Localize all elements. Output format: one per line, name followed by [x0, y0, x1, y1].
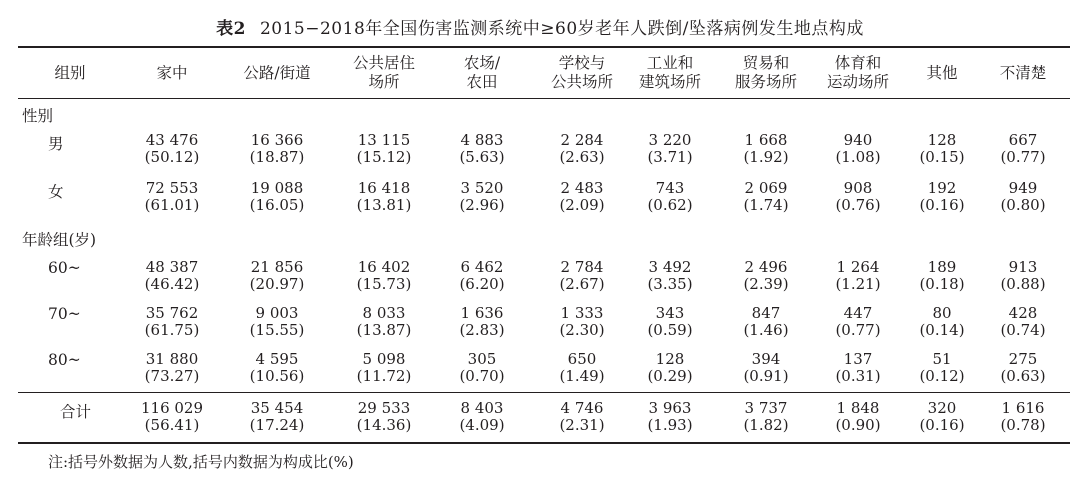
table-cell	[978, 400, 1068, 434]
cell-count: 8 403	[460, 399, 504, 417]
cell-count: 48 387	[145, 258, 199, 276]
cell-count: 13 115	[357, 131, 411, 149]
cell-count: 447	[843, 304, 873, 322]
table-title	[0, 14, 1080, 39]
cell-count: 428	[1008, 304, 1038, 322]
cell-count: 2 496	[744, 258, 788, 276]
cell-percent: (0.76)	[835, 196, 881, 214]
cell-percent: (10.56)	[249, 367, 305, 385]
cell-count: 72 553	[145, 179, 199, 197]
cell-count: 35 762	[145, 304, 199, 322]
cell-percent: (61.75)	[144, 321, 200, 339]
table-cell	[897, 259, 987, 293]
table-cell	[232, 305, 322, 339]
table-cell	[813, 305, 903, 339]
cell-count: 343	[655, 304, 685, 322]
table-cell	[339, 305, 429, 339]
cell-count: 305	[467, 350, 497, 368]
cell-count: 29 533	[357, 399, 411, 417]
table-cell	[537, 400, 627, 434]
column-header: 公路/街道	[243, 64, 311, 82]
cell-percent: (0.29)	[647, 367, 693, 385]
cell-percent: (17.24)	[249, 416, 305, 434]
table-cell	[978, 132, 1068, 166]
cell-percent: (2.30)	[559, 321, 605, 339]
cell-count: 3 737	[744, 399, 788, 417]
table-cell	[437, 132, 527, 166]
row-label: 60~	[48, 259, 81, 277]
table-cell	[813, 351, 903, 385]
table-cell	[721, 259, 811, 293]
cell-count: 43 476	[145, 131, 199, 149]
cell-percent: (1.08)	[835, 148, 881, 166]
cell-count: 80	[932, 304, 952, 322]
cell-percent: (1.21)	[835, 275, 881, 293]
table-cell	[339, 259, 429, 293]
table-cell	[127, 259, 217, 293]
table-cell	[721, 351, 811, 385]
table-cell	[813, 132, 903, 166]
table-cell	[813, 259, 903, 293]
header-rule	[18, 98, 1070, 99]
column-header: 公共居住 场所	[352, 54, 415, 91]
table-cell	[232, 132, 322, 166]
cell-percent: (0.80)	[1000, 196, 1046, 214]
cell-percent: (0.70)	[459, 367, 505, 385]
table-cell	[537, 180, 627, 214]
cell-count: 2 784	[560, 258, 604, 276]
cell-percent: (4.09)	[459, 416, 505, 434]
cell-count: 1 668	[744, 131, 788, 149]
cell-count: 743	[655, 179, 685, 197]
cell-percent: (0.16)	[919, 196, 965, 214]
cell-percent: (2.31)	[559, 416, 605, 434]
table-note: 注:括号外数据为人数,括号内数据为构成比(%)	[48, 453, 354, 471]
cell-percent: (3.35)	[647, 275, 693, 293]
cell-percent: (46.42)	[144, 275, 200, 293]
cell-percent: (0.12)	[919, 367, 965, 385]
row-label: 女	[48, 183, 64, 201]
table-caption: 2015−2018年全国伤害监测系统中≥60岁老年人跌倒/坠落病例发生地点构成	[259, 19, 864, 39]
cell-count: 16 402	[357, 258, 411, 276]
cell-count: 8 033	[362, 304, 406, 322]
column-header: 农场/ 农田	[463, 54, 501, 91]
column-header: 学校与 公共场所	[550, 54, 613, 91]
table-cell	[897, 400, 987, 434]
table-cell	[978, 351, 1068, 385]
cell-percent: (56.41)	[144, 416, 200, 434]
cell-percent: (0.14)	[919, 321, 965, 339]
cell-percent: (1.82)	[743, 416, 789, 434]
row-label: 80~	[48, 351, 81, 369]
bottom-rule	[18, 442, 1070, 444]
cell-count: 128	[927, 131, 957, 149]
table-cell	[127, 132, 217, 166]
cell-count: 394	[751, 350, 781, 368]
cell-percent: (1.74)	[743, 196, 789, 214]
row-label: 70~	[48, 305, 81, 323]
table-cell	[897, 132, 987, 166]
table-cell	[537, 305, 627, 339]
cell-percent: (1.46)	[743, 321, 789, 339]
row-label: 合计	[60, 403, 92, 421]
top-rule	[18, 46, 1070, 48]
table-cell	[897, 351, 987, 385]
cell-count: 3 492	[648, 258, 692, 276]
section-sex: 性别	[22, 107, 54, 125]
table-number: 表2	[216, 19, 246, 39]
table-cell	[127, 351, 217, 385]
cell-percent: (3.71)	[647, 148, 693, 166]
cell-percent: (0.16)	[919, 416, 965, 434]
cell-count: 949	[1008, 179, 1038, 197]
table-cell	[625, 180, 715, 214]
cell-percent: (0.74)	[1000, 321, 1046, 339]
column-header: 体育和 运动场所	[826, 54, 889, 91]
cell-count: 116 029	[140, 399, 204, 417]
cell-count: 1 848	[836, 399, 880, 417]
table-cell	[339, 132, 429, 166]
cell-count: 2 483	[560, 179, 604, 197]
cell-percent: (2.67)	[559, 275, 605, 293]
table-cell	[537, 132, 627, 166]
cell-percent: (0.62)	[647, 196, 693, 214]
cell-count: 137	[843, 350, 873, 368]
cell-count: 4 746	[560, 399, 604, 417]
cell-count: 192	[927, 179, 957, 197]
cell-percent: (13.81)	[356, 196, 412, 214]
cell-count: 1 264	[836, 258, 880, 276]
table-cell	[339, 400, 429, 434]
cell-count: 275	[1008, 350, 1038, 368]
cell-percent: (18.87)	[249, 148, 305, 166]
cell-percent: (1.92)	[743, 148, 789, 166]
total-rule	[18, 392, 1070, 393]
column-header: 家中	[156, 64, 188, 82]
cell-percent: (15.55)	[249, 321, 305, 339]
cell-percent: (0.90)	[835, 416, 881, 434]
cell-count: 4 883	[460, 131, 504, 149]
table-cell	[625, 259, 715, 293]
cell-percent: (0.77)	[1000, 148, 1046, 166]
cell-percent: (73.27)	[144, 367, 200, 385]
row-label: 男	[48, 135, 64, 153]
cell-count: 1 333	[560, 304, 604, 322]
cell-percent: (15.12)	[356, 148, 412, 166]
table-cell	[127, 305, 217, 339]
column-header: 不清楚	[999, 64, 1047, 82]
column-header: 工业和 建筑场所	[638, 54, 701, 91]
table-cell	[721, 305, 811, 339]
cell-percent: (11.72)	[356, 367, 412, 385]
table-cell	[232, 259, 322, 293]
table-cell	[127, 180, 217, 214]
cell-count: 16 418	[357, 179, 411, 197]
table-cell	[232, 400, 322, 434]
cell-percent: (0.15)	[919, 148, 965, 166]
cell-count: 847	[751, 304, 781, 322]
cell-count: 2 069	[744, 179, 788, 197]
cell-count: 51	[932, 350, 952, 368]
cell-percent: (0.77)	[835, 321, 881, 339]
cell-count: 2 284	[560, 131, 604, 149]
cell-percent: (1.93)	[647, 416, 693, 434]
cell-percent: (15.73)	[356, 275, 412, 293]
table-cell	[537, 259, 627, 293]
cell-percent: (14.36)	[356, 416, 412, 434]
table-cell	[232, 351, 322, 385]
cell-count: 913	[1008, 258, 1038, 276]
cell-count: 908	[843, 179, 873, 197]
table-cell	[625, 132, 715, 166]
cell-percent: (2.83)	[459, 321, 505, 339]
cell-count: 189	[927, 258, 957, 276]
table-cell	[437, 305, 527, 339]
cell-count: 3 963	[648, 399, 692, 417]
table-cell	[897, 180, 987, 214]
table-cell	[625, 305, 715, 339]
table-cell	[625, 351, 715, 385]
table-cell	[437, 400, 527, 434]
cell-percent: (2.63)	[559, 148, 605, 166]
cell-percent: (1.49)	[559, 367, 605, 385]
section-age: 年龄组(岁)	[22, 231, 97, 249]
cell-percent: (6.20)	[459, 275, 505, 293]
cell-percent: (13.87)	[356, 321, 412, 339]
table-cell	[813, 400, 903, 434]
cell-count: 650	[567, 350, 597, 368]
table-cell	[232, 180, 322, 214]
cell-percent: (0.31)	[835, 367, 881, 385]
cell-percent: (0.18)	[919, 275, 965, 293]
table-cell	[978, 259, 1068, 293]
cell-percent: (0.88)	[1000, 275, 1046, 293]
table-cell	[437, 351, 527, 385]
cell-percent: (50.12)	[144, 148, 200, 166]
cell-count: 667	[1008, 131, 1038, 149]
cell-percent: (0.91)	[743, 367, 789, 385]
table-cell	[437, 180, 527, 214]
table-cell	[897, 305, 987, 339]
cell-percent: (61.01)	[144, 196, 200, 214]
header-group: 组别	[54, 64, 86, 82]
cell-count: 16 366	[250, 131, 304, 149]
cell-count: 6 462	[460, 258, 504, 276]
cell-count: 940	[843, 131, 873, 149]
cell-count: 21 856	[250, 258, 304, 276]
cell-percent: (0.63)	[1000, 367, 1046, 385]
cell-percent: (0.78)	[1000, 416, 1046, 434]
column-header: 贸易和 服务场所	[734, 54, 797, 91]
table-cell	[978, 305, 1068, 339]
table-cell	[127, 400, 217, 434]
cell-count: 9 003	[255, 304, 299, 322]
table-cell	[721, 180, 811, 214]
table-cell	[437, 259, 527, 293]
table-cell	[721, 400, 811, 434]
table-cell	[813, 180, 903, 214]
cell-percent: (2.96)	[459, 196, 505, 214]
cell-count: 1 616	[1001, 399, 1045, 417]
cell-count: 35 454	[250, 399, 304, 417]
cell-percent: (20.97)	[249, 275, 305, 293]
cell-percent: (5.63)	[459, 148, 505, 166]
cell-percent: (0.59)	[647, 321, 693, 339]
cell-count: 128	[655, 350, 685, 368]
cell-count: 31 880	[145, 350, 199, 368]
cell-count: 3 520	[460, 179, 504, 197]
table-cell	[339, 351, 429, 385]
cell-percent: (16.05)	[249, 196, 305, 214]
cell-count: 3 220	[648, 131, 692, 149]
column-header: 其他	[926, 64, 958, 82]
table-cell	[625, 400, 715, 434]
cell-count: 4 595	[255, 350, 299, 368]
table-cell	[537, 351, 627, 385]
cell-count: 1 636	[460, 304, 504, 322]
table-cell	[339, 180, 429, 214]
cell-count: 320	[927, 399, 957, 417]
cell-percent: (2.39)	[743, 275, 789, 293]
cell-count: 19 088	[250, 179, 304, 197]
table-cell	[721, 132, 811, 166]
table-cell	[978, 180, 1068, 214]
cell-percent: (2.09)	[559, 196, 605, 214]
cell-count: 5 098	[362, 350, 406, 368]
